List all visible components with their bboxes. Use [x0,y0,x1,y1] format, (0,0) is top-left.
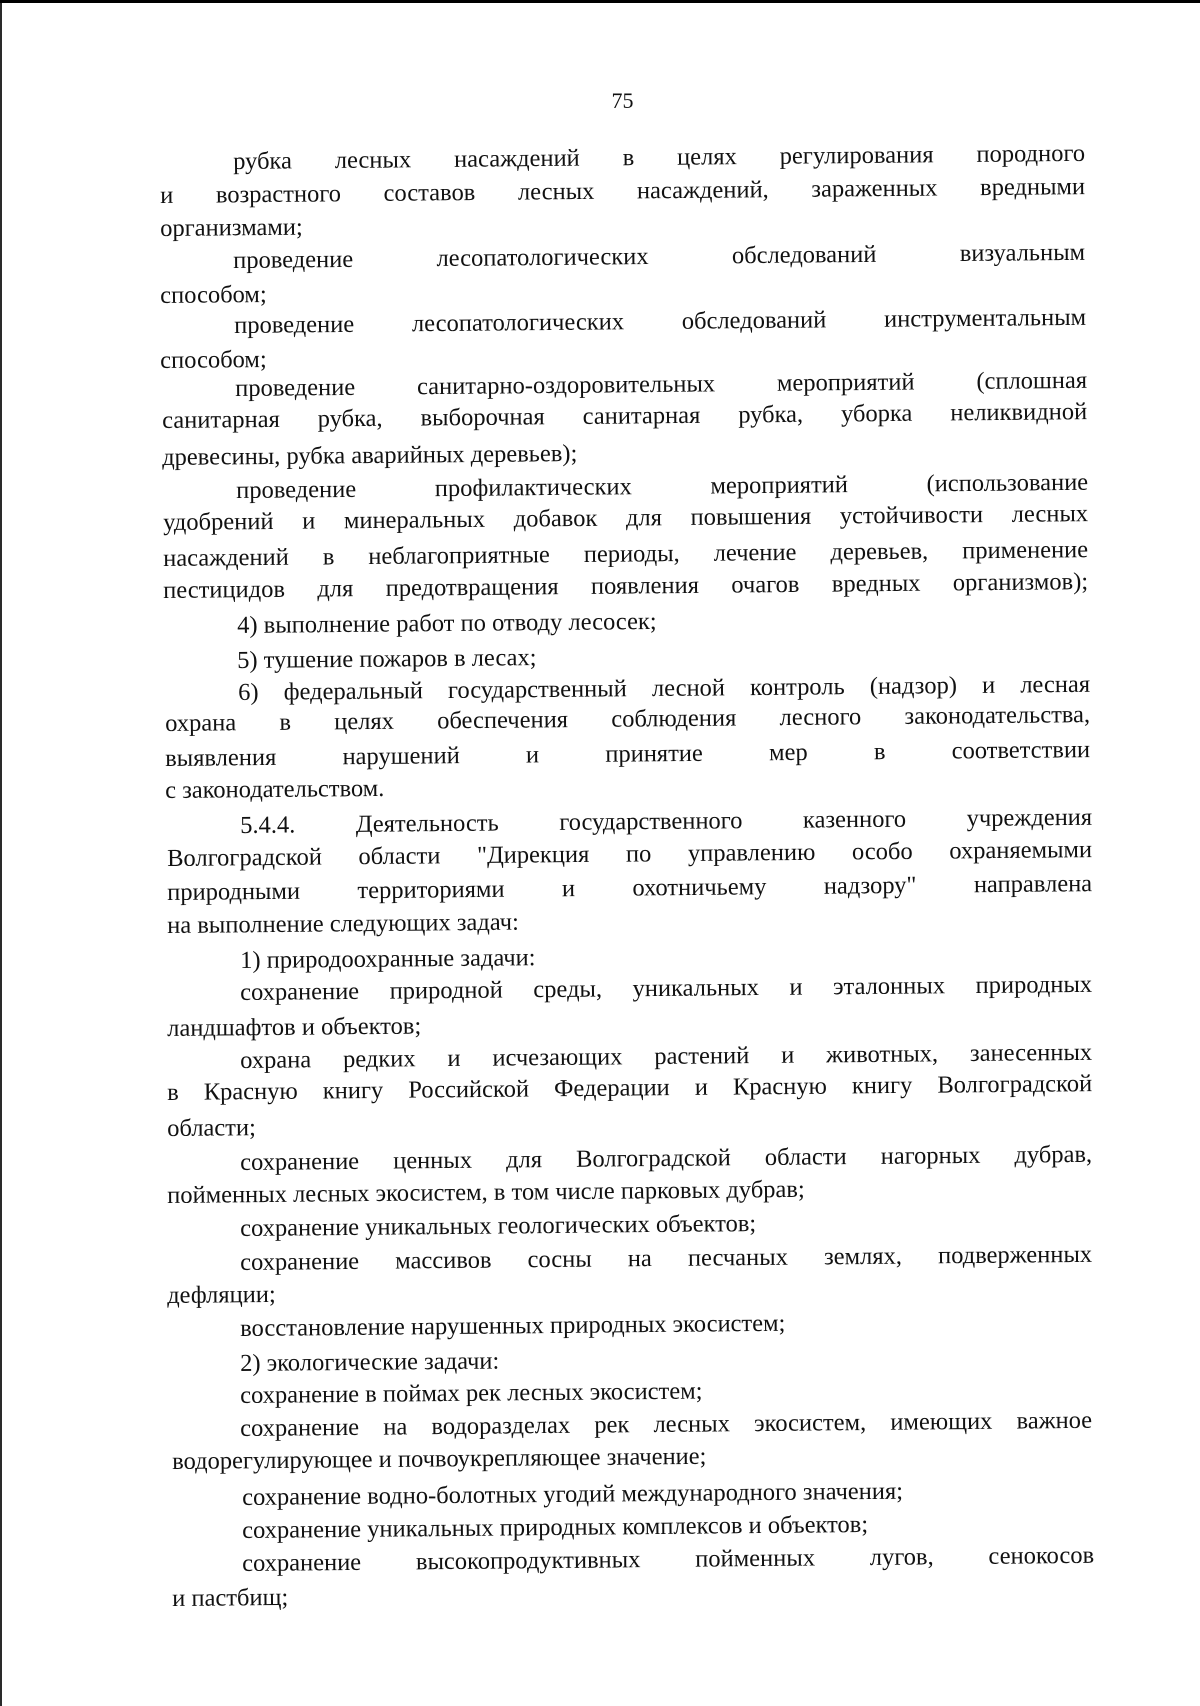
text-line: дефляции; [167,1280,276,1309]
text-line: способом; [160,280,267,309]
text-line: охрана редких и исчезающих растений и животных, занесенных [240,1038,1093,1074]
scan-top-edge [0,0,1200,3]
text-line: организмами; [160,213,303,242]
text-line: сохранение водно-болотных угодий международного значения; [242,1477,904,1511]
text-line: выявления нарушений и принятие мер в соответствии [165,736,1091,772]
text-line: 1) природоохранные задачи: [240,944,536,974]
text-line: древесины, рубка аварийных деревьев); [162,440,578,471]
text-line: охрана в целях обеспечения соблюдения лесного законодательства, [165,701,1091,737]
text-line: 2) экологические задачи: [240,1347,500,1377]
text-line: в Красную книгу Российской Федерации и Красную книгу Волгоградской [167,1070,1093,1106]
text-line: санитарная рубка, выборочная санитарная рубка, уборка неликвидной [162,398,1088,434]
text-line: и пастбищ; [172,1583,289,1612]
text-line: на выполнение следующих задач: [167,908,519,939]
text-line: пойменных лесных экосистем, в том числе парковых дубрав; [167,1175,805,1209]
text-line: и возрастного составов лесных насаждений, зараженных вредными [160,173,1086,209]
text-line: проведение санитарно-оздоровительных мероприятий (сплошная [235,366,1088,402]
text-line: удобрений и минеральных добавок для повышения устойчивости лесных [163,500,1089,536]
text-line: области; [167,1114,256,1142]
text-line: проведение профилактических мероприятий (использование [236,468,1089,504]
text-line: рубка лесных насаждений в целях регулирования породного [233,139,1086,175]
text-line: восстановление нарушенных природных экосистем; [240,1309,786,1342]
text-line: Волгоградской области "Дирекция по управлению особо охраняемыми [167,836,1093,872]
text-line: сохранение в поймах рек лесных экосистем; [240,1377,703,1409]
text-line: способом; [160,345,267,374]
text-line: сохранение массивов сосны на песчаных землях, подверженных [240,1240,1093,1276]
text-line: сохранение высокопродуктивных пойменных лугов, сенокосов [242,1541,1095,1577]
text-line: 4) выполнение работ по отводу лесосек; [237,607,657,639]
text-line: проведение лесопатологических обследований инструментальным [234,303,1087,339]
text-line: пестицидов для предотвращения появления очагов вредных организмов); [163,568,1089,604]
text-line: 5.4.4. Деятельность государственного казенного учреждения [240,803,1093,839]
text-line: сохранение уникальных природных комплексов и объектов; [242,1510,869,1544]
scan-left-edge [0,0,2,1706]
text-line: насаждений в неблагоприятные периоды, лечение деревьев, применение [163,536,1089,572]
text-line: сохранение ценных для Волгоградской области нагорных дубрав, [240,1140,1093,1176]
text-line: ландшафтов и объектов; [167,1012,422,1042]
text-line: с законодательством. [165,774,385,804]
text-line: сохранение уникальных геологических объектов; [240,1210,757,1242]
text-line: проведение лесопатологических обследований визуальным [233,238,1086,274]
text-line: 5) тушение пожаров в лесах; [237,644,537,674]
text-line: сохранение природной среды, уникальных и эталонных природных [240,970,1093,1006]
page-number: 75 [611,88,634,113]
text-line: водорегулирующее и почвоукрепляющее значение; [172,1442,707,1475]
text-line: 6) федеральный государственный лесной контроль (надзор) и лесная [238,670,1091,706]
text-line: сохранение на водоразделах рек лесных экосистем, имеющих важное [240,1406,1093,1442]
text-line: природными территориями и охотничьему надзору" направлена [167,870,1093,906]
